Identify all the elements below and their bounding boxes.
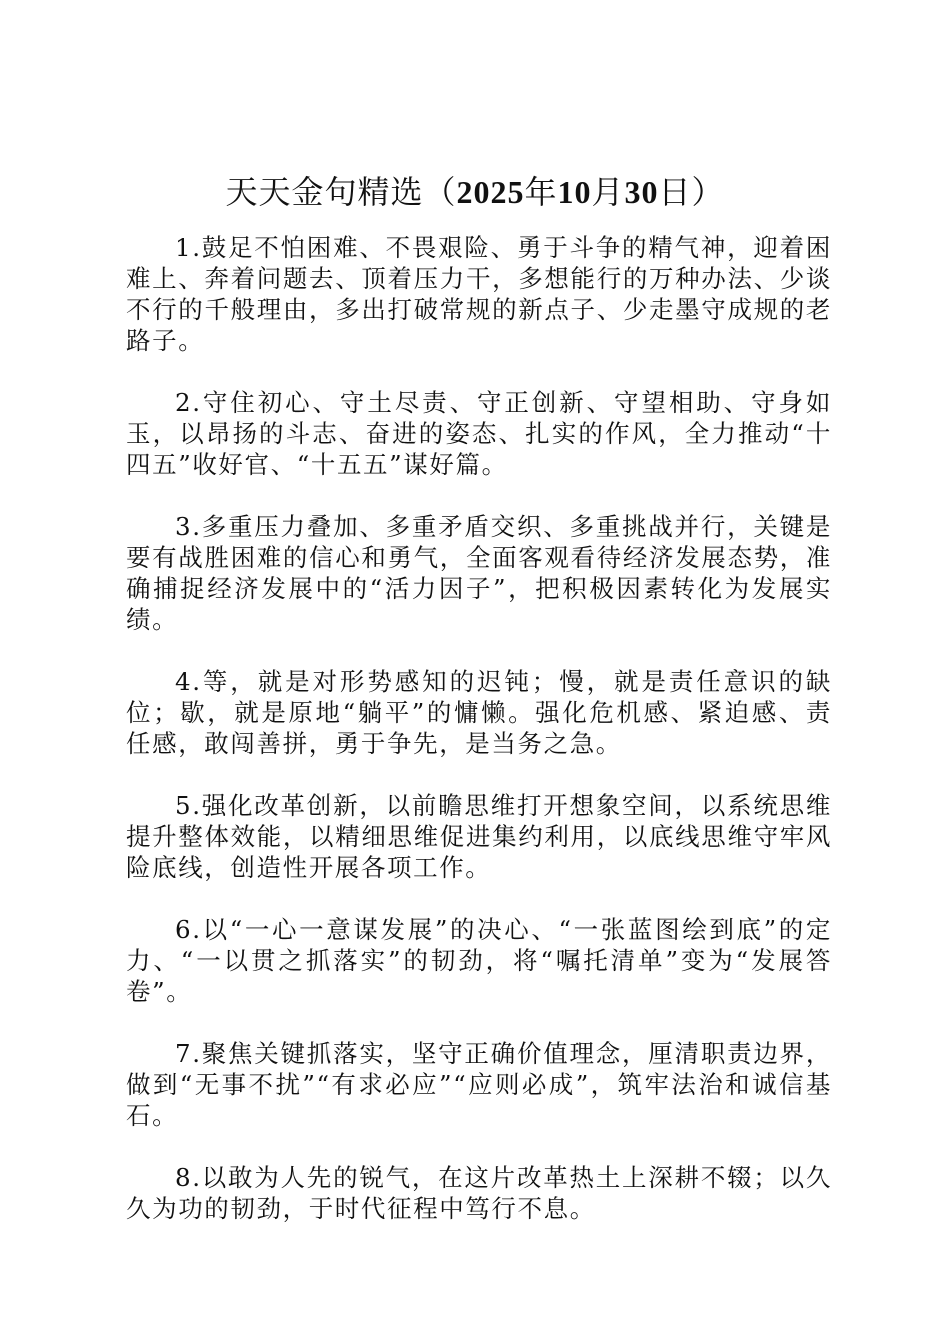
quote-paragraph-1: 1.鼓足不怕困难、不畏艰险、勇于斗争的精气神，迎着困难上、奔着问题去、顶着压力干，多想能行的万种办法、少谈不行的千般理由，多出打破常规的新点子、少走墨守成规的老路子。 xyxy=(126,233,832,355)
quote-paragraph-6: 6.以“一心一意谋发展”的决心、“一张蓝图绘到底”的定力、“一以贯之抓落实”的韧劲，将“嘱托清单”变为“发展答卷”。 xyxy=(126,915,832,1006)
quote-paragraph-7: 7.聚焦关键抓落实，坚守正确价值理念，厘清职责边界，做到“无事不扰”“有求必应”“应则必成”，筑牢法治和诚信基石。 xyxy=(126,1039,832,1130)
quote-paragraph-5: 5.强化改革创新，以前瞻思维打开想象空间，以系统思维提升整体效能，以精细思维促进集约利用，以底线思维守牢风险底线，创造性开展各项工作。 xyxy=(126,791,832,882)
title-month-unit: 月 xyxy=(591,173,625,211)
title-day: 30 xyxy=(624,174,659,210)
page-title xyxy=(0,166,950,218)
quote-paragraph-2: 2.守住初心、守土尽责、守正创新、守望相助、守身如玉，以昂扬的斗志、奋进的姿态、扎实的作风，全力推动“十四五”收好官、“十五五”谋好篇。 xyxy=(126,388,832,479)
quote-paragraph-4: 4.等，就是对形势感知的迟钝；慢，就是责任意识的缺位；歇，就是原地“躺平”的慵懒。强化危机感、紧迫感、责任感，敢闯善拼，勇于争先，是当务之急。 xyxy=(126,667,832,758)
title-prefix: 天天金句精选（ xyxy=(225,173,457,211)
title-suffix: 日） xyxy=(658,173,725,211)
quote-paragraph-8: 8.以敢为人先的锐气，在这片改革热土上深耕不辍；以久久为功的韧劲，于时代征程中笃行不息。 xyxy=(126,1163,832,1223)
title-year: 2025 xyxy=(456,174,525,210)
title-year-unit: 年 xyxy=(524,173,558,211)
title-month: 10 xyxy=(557,174,592,210)
quote-paragraph-3: 3.多重压力叠加、多重矛盾交织、多重挑战并行，关键是要有战胜困难的信心和勇气，全面客观看待经济发展态势，准确捕捉经济发展中的“活力因子”，把积极因素转化为发展实绩。 xyxy=(126,512,832,634)
quote-list xyxy=(126,232,832,1255)
